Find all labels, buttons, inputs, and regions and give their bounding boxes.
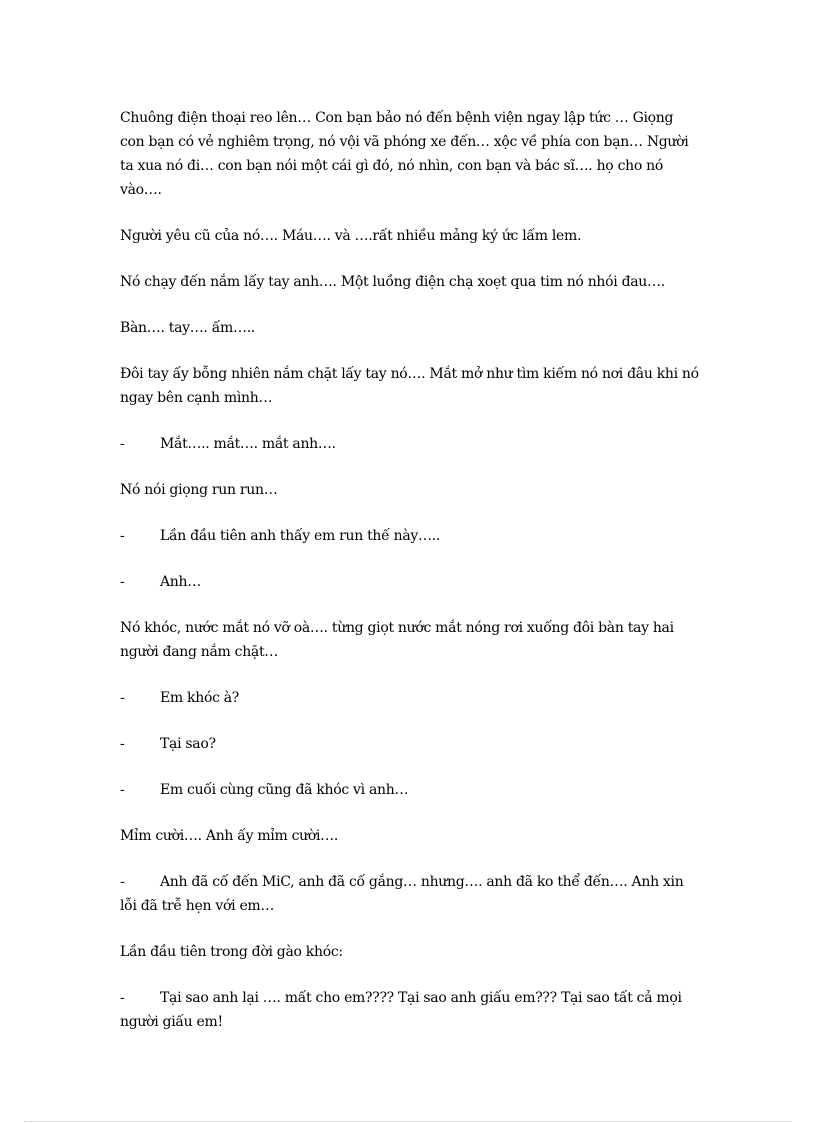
- dialogue-dash: -: [120, 990, 125, 1006]
- dialogue-line: [120, 432, 700, 456]
- dialogue-dash: -: [120, 436, 125, 452]
- paragraph: Nó khóc, nước mắt nó vỡ oà…. từng giọt nước mắt nóng rơi xuống đôi bàn tay hai người đang nắm chặt…: [120, 620, 674, 660]
- dialogue-text: Em khóc à?: [160, 690, 240, 706]
- paragraph: Bàn…. tay…. ấm…..: [120, 320, 255, 336]
- paragraph: Mỉm cười…. Anh ấy mỉm cười….: [120, 828, 339, 844]
- dialogue-line: [120, 686, 700, 710]
- dialogue-text: Tại sao?: [160, 736, 216, 752]
- document-body: [120, 106, 700, 1056]
- dialogue-line: [120, 778, 700, 802]
- dialogue-dash: -: [120, 528, 125, 544]
- paragraph: Chuông điện thoại reo lên… Con bạn bảo nó đến bệnh viện ngay lập tức … Giọng con bạn có vẻ nghiêm trọng, nó vội vã phóng xe đến… xộc về phía con bạn… Người ta xua nó đi… con bạn nói một cái gì đó, nó nhìn, con bạn và bác sĩ…. họ cho nó vào….: [120, 110, 689, 198]
- dialogue-line: [120, 870, 700, 918]
- dialogue-line: [120, 524, 700, 548]
- dialogue-text: Anh…: [160, 574, 201, 590]
- dialogue-dash: -: [120, 782, 125, 798]
- dialogue-line: [120, 570, 700, 594]
- paragraph: Người yêu cũ của nó…. Máu…. và ….rất nhiều mảng ký ức lấm lem.: [120, 228, 582, 244]
- dialogue-text: Tại sao anh lại …. mất cho em???? Tại sao anh giấu em??? Tại sao tất cả mọi người giấu em!: [120, 990, 682, 1030]
- dialogue-text: Lần đầu tiên anh thấy em run thế này…..: [160, 528, 440, 544]
- dialogue-text: Anh đã cố đến MiC, anh đã cố gắng… nhưng…. anh đã ko thể đến…. Anh xin lỗi đã trễ hẹn với em…: [120, 874, 684, 914]
- dialogue-dash: -: [120, 574, 125, 590]
- paragraph: Nó nói giọng run run…: [120, 482, 278, 498]
- dialogue-dash: -: [120, 736, 125, 752]
- paragraph: Nó chạy đến nắm lấy tay anh…. Một luồng điện chạ xoẹt qua tim nó nhói đau….: [120, 274, 665, 290]
- dialogue-text: Mắt….. mắt…. mắt anh….: [160, 436, 336, 452]
- dialogue-dash: -: [120, 874, 125, 890]
- dialogue-text: Em cuối cùng cũng đã khóc vì anh…: [160, 782, 409, 798]
- paragraph: Đôi tay ấy bỗng nhiên nắm chặt lấy tay nó…. Mắt mở như tìm kiếm nó nơi đâu khi nó ngay bên cạnh mình…: [120, 366, 699, 406]
- dialogue-line: [120, 732, 700, 756]
- page-bottom-divider: [24, 1121, 792, 1122]
- dialogue-line: [120, 986, 700, 1034]
- paragraph: Lần đầu tiên trong đời gào khóc:: [120, 944, 343, 960]
- dialogue-dash: -: [120, 690, 125, 706]
